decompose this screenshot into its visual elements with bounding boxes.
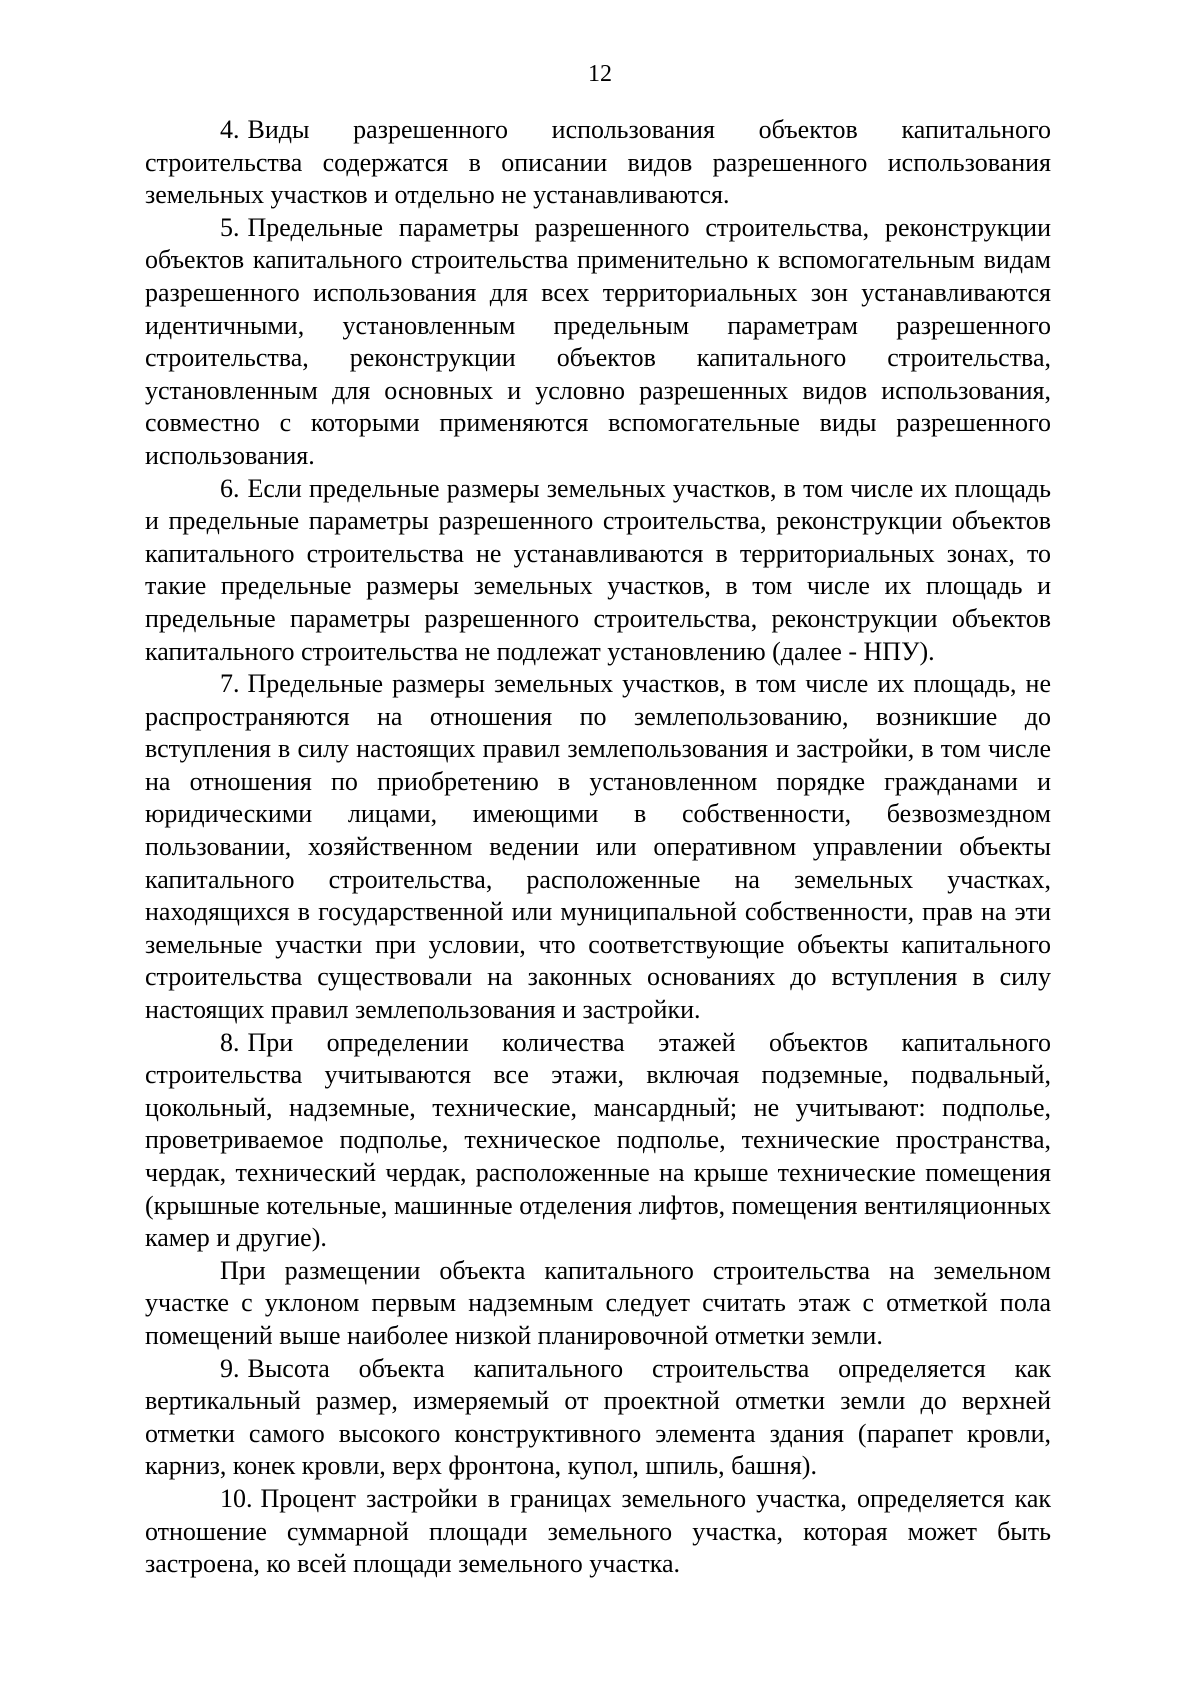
paragraph-number: 6. bbox=[220, 473, 240, 503]
paragraph-number: 8. bbox=[220, 1027, 240, 1057]
paragraph-text: Высота объекта капитального строительства определяется как вертикальный размер, измеряемый от проектной отметки земли до верхней отметки самого высокого конструктивного элемента здания (парапет кровли, карниз, конек кровли, верх фронтона, купол, шпиль, башня). bbox=[145, 1353, 1051, 1481]
paragraph-6 bbox=[145, 473, 1051, 669]
paragraph-text: Процент застройки в границах земельного участка, определяется как отношение суммарной площади земельного участка, которая может быть застроена, ко всей площади земельного участка. bbox=[145, 1483, 1051, 1579]
page-number: 12 bbox=[588, 61, 612, 87]
paragraph-8-continuation bbox=[145, 1255, 1051, 1353]
paragraph-number: 5. bbox=[220, 212, 240, 242]
paragraph-number: 9. bbox=[220, 1353, 240, 1383]
paragraph-number: 4. bbox=[220, 115, 240, 144]
paragraph-text: Предельные параметры разрешенного строительства, реконструкции объектов капитального строительства применительно к вспомогательным видам разрешенного использования для всех территориальных зон устанавливаются идентичными, установленным предельным параметрам разрешенного строительства, реконструкции объектов капитального строительства, установленным для основных и условно разрешенных видов использования, совместно с которыми применяются вспомогательные виды разрешенного использования. bbox=[145, 212, 1051, 470]
paragraph-text: При размещении объекта капитального строительства на земельном участке с уклоном первым надземным следует считать этаж с отметкой пола помещений выше наиболее низкой планировочной отметки земли. bbox=[145, 1255, 1051, 1350]
paragraph-text: Виды разрешенного использования объектов капитального строительства содержатся в описании видов разрешенного использования земельных участков и отдельно не устанавливаются. bbox=[145, 115, 1051, 210]
paragraph-number: 10. bbox=[220, 1483, 253, 1513]
paragraph-9 bbox=[145, 1353, 1051, 1483]
paragraph-text: При определении количества этажей объектов капитального строительства учитываются все этажи, включая подземные, подвальный, цокольный, надземные, технические, мансардный; не учитывают: подполье, проветриваемое подполье, техническое подполье, технические пространства, чердак, технический чердак, расположенные на крыше технические помещения (крышные котельные, машинные отделения лифтов, помещения вентиляционных камер и другие). bbox=[145, 1027, 1051, 1253]
document-body bbox=[145, 114, 1051, 1581]
paragraph-4 bbox=[145, 114, 1051, 212]
paragraph-number: 7. bbox=[220, 669, 240, 699]
paragraph-10 bbox=[145, 1483, 1051, 1581]
paragraph-5 bbox=[145, 212, 1051, 473]
paragraph-8 bbox=[145, 1027, 1051, 1255]
paragraph-7 bbox=[145, 668, 1051, 1027]
paragraph-text: Предельные размеры земельных участков, в том числе их площадь, не распространяются на отношения по землепользованию, возникшие до вступления в силу настоящих правил землепользования и застройки, в том числе на отношения по приобретению в установленном порядке гражданами и юридическими лицами, имеющими в собственности, безвозмездном пользовании, хозяйственном ведении или оперативном управлении объекты капитального строительства, расположенные на земельных участках, находящихся в государственной или муниципальной собственности, прав на эти земельные участки при условии, что соответствующие объекты капитального строительства существовали на законных основаниях до вступления в силу настоящих правил землепользования и застройки. bbox=[145, 669, 1051, 1025]
paragraph-text: Если предельные размеры земельных участков, в том числе их площадь и предельные параметры разрешенного строительства, реконструкции объектов капитального строительства не устанавливаются в территориальных зонах, то такие предельные размеры земельных участков, в том числе их площадь и предельные параметры разрешенного строительства, реконструкции объектов капитального строительства не подлежат установлению (далее - НПУ). bbox=[145, 473, 1051, 666]
